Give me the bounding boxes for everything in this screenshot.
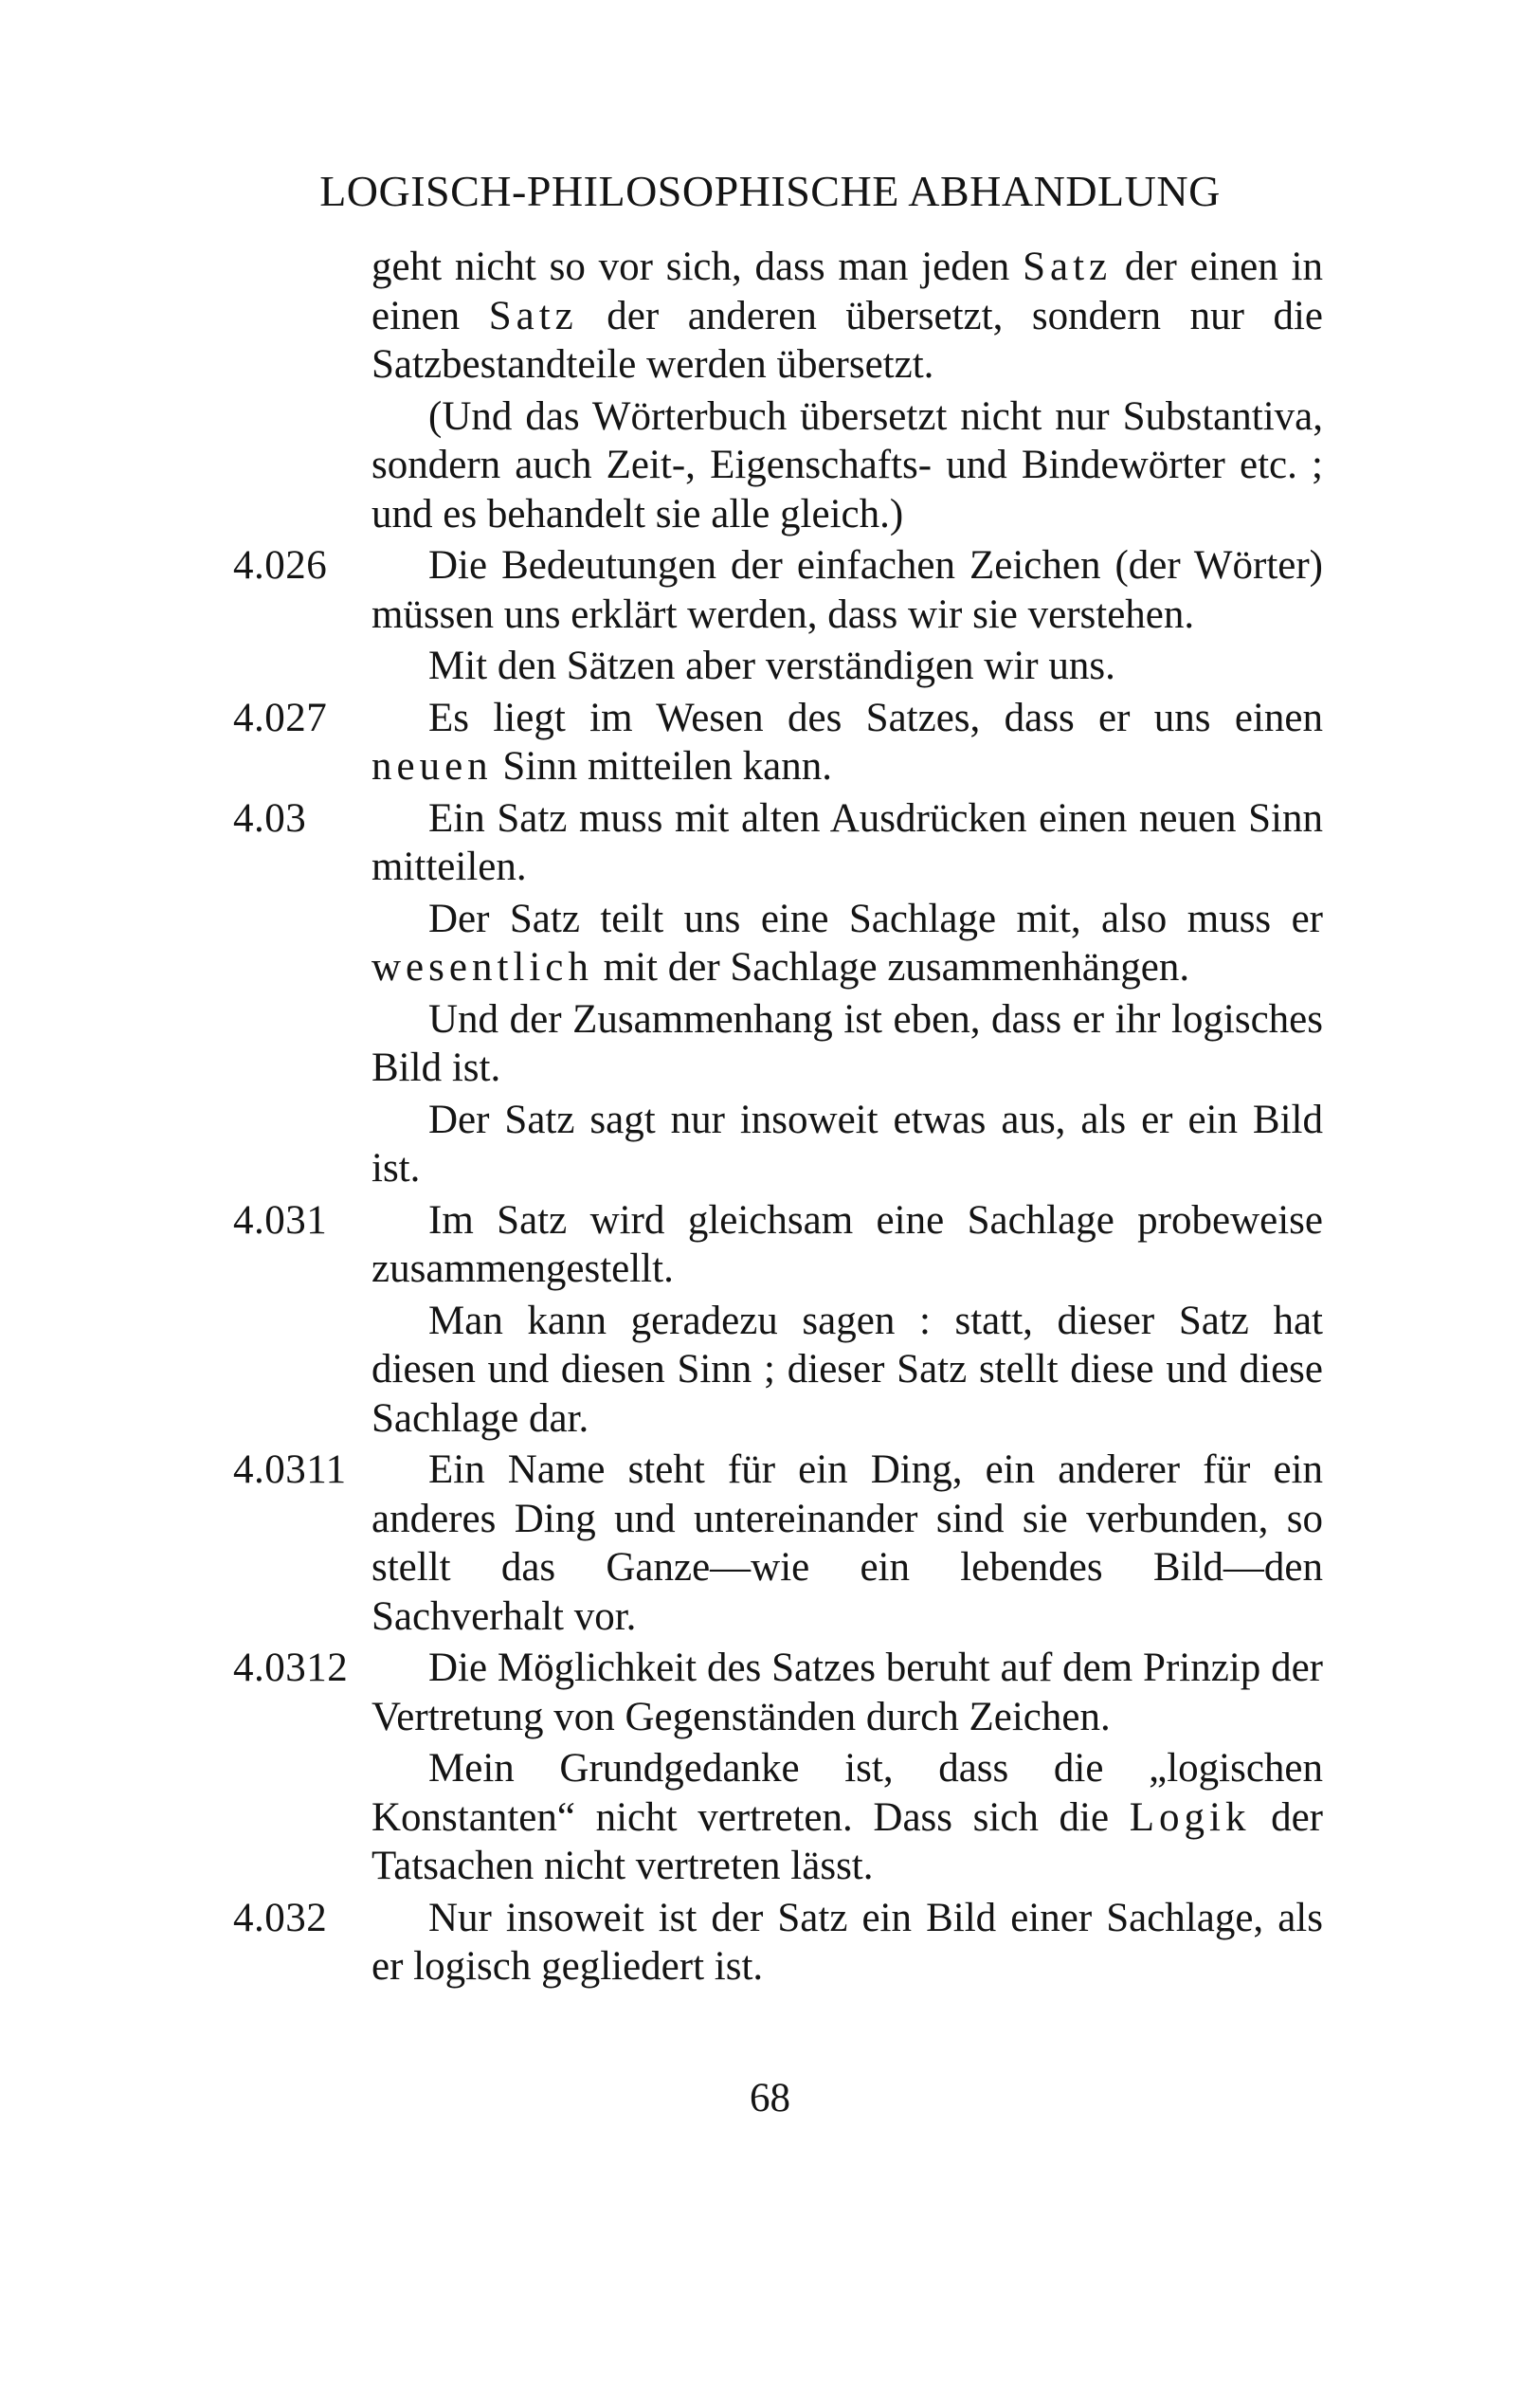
paragraph [371,1297,1323,1444]
paragraph [371,895,1323,992]
paragraph [371,995,1323,1093]
text-segment: Mein Grundgedanke ist, dass die „logischen Konstanten“ nicht vertreten. Dass sich die [371,1746,1323,1840]
running-head: LOGISCH-PHILOSOPHISCHE ABHANDLUNG [319,167,1221,215]
text-segment: Der Satz teilt uns eine Sachlage mit, also muss er [428,896,1323,941]
paragraph-number: 4.032 [233,1895,328,1940]
spaced-emphasis: neuen [371,744,493,789]
text-segment: Ein Satz muss mit alten Ausdrücken einen neuen Sinn mitteilen. [371,795,1323,889]
paragraph [233,1644,1323,1741]
paragraph [371,1744,1323,1891]
text-segment: Ein Name steht für ein Ding, ein anderer für ein anderes Ding und untereinander sind sie verbunden, so stellt das Ganze—wie ein lebendes Bild—den Sachverhalt vor. [371,1447,1323,1639]
paragraph-number: 4.0311 [233,1447,347,1492]
paragraph [233,1446,1323,1641]
paragraph-number: 4.03 [233,795,307,841]
paragraph [371,392,1323,539]
text-segment: Der Satz sagt nur insoweit etwas aus, als er ein Bild ist. [371,1097,1323,1191]
paragraph [233,541,1323,639]
paragraph [233,694,1323,791]
paragraph [233,794,1323,892]
text-segment: (Und das Wörterbuch übersetzt nicht nur Substantiva, sondern auch Zeit-, Eigenschafts- und Bindewörter etc. ; und es behandelt sie alle gleich.) [371,393,1323,537]
page-number: 68 [750,2076,790,2120]
text-segment: der einen in einen [371,245,1323,338]
text-segment: geht nicht so vor sich, dass man jeden [371,245,1024,289]
text-segment: Die Möglichkeit des Satzes beruht auf dem Prinzip der Vertretung von Gegenständen durch Zeichen. [371,1646,1323,1739]
spaced-emphasis: Satz [488,293,578,338]
paragraph [371,642,1323,691]
paragraph-number: 4.031 [233,1197,328,1243]
text-segment: Nur insoweit ist der Satz ein Bild einer Sachlage, als er logisch gegliedert ist. [371,1895,1323,1989]
paragraph [371,243,1323,390]
paragraph [233,1894,1323,1992]
text-segment: Im Satz wird gleichsam eine Sachlage probeweise zusammengestellt. [371,1197,1323,1291]
text-segment: Und der Zusammenhang ist eben, dass er ihr logisches Bild ist. [371,996,1323,1090]
paragraph-number: 4.027 [233,695,328,740]
text-segment: Es liegt im Wesen des Satzes, dass er uns einen [428,695,1323,740]
text-segment: Man kann geradezu sagen : statt, dieser Satz hat diesen und diesen Sinn ; dieser Satz stellt diese und diese Sachlage dar. [371,1298,1323,1441]
spaced-emphasis: Satz [1023,245,1113,289]
text-segment: Sinn mitteilen kann. [492,744,832,789]
text-segment: mit der Sachlage zusammenhängen. [592,945,1190,990]
paragraph [371,1096,1323,1193]
text-segment: der Tatsachen nicht vertreten lässt. [371,1794,1324,1888]
paragraph-number: 4.026 [233,543,328,588]
paragraph-number: 4.0312 [233,1646,349,1690]
spaced-emphasis: wesentlich [371,945,593,990]
text-segment: Mit den Sätzen aber verständigen wir uns. [428,644,1115,688]
spaced-emphasis: Logik [1129,1794,1251,1840]
text-segment: Die Bedeutungen der einfachen Zeichen (der Wörter) müssen uns erklärt werden, dass wir sie verstehen. [371,543,1323,637]
page-body [233,243,1324,1992]
paragraph [233,1196,1323,1294]
text-segment: der anderen übersetzt, sondern nur die Satzbestandteile werden übersetzt. [371,293,1323,387]
